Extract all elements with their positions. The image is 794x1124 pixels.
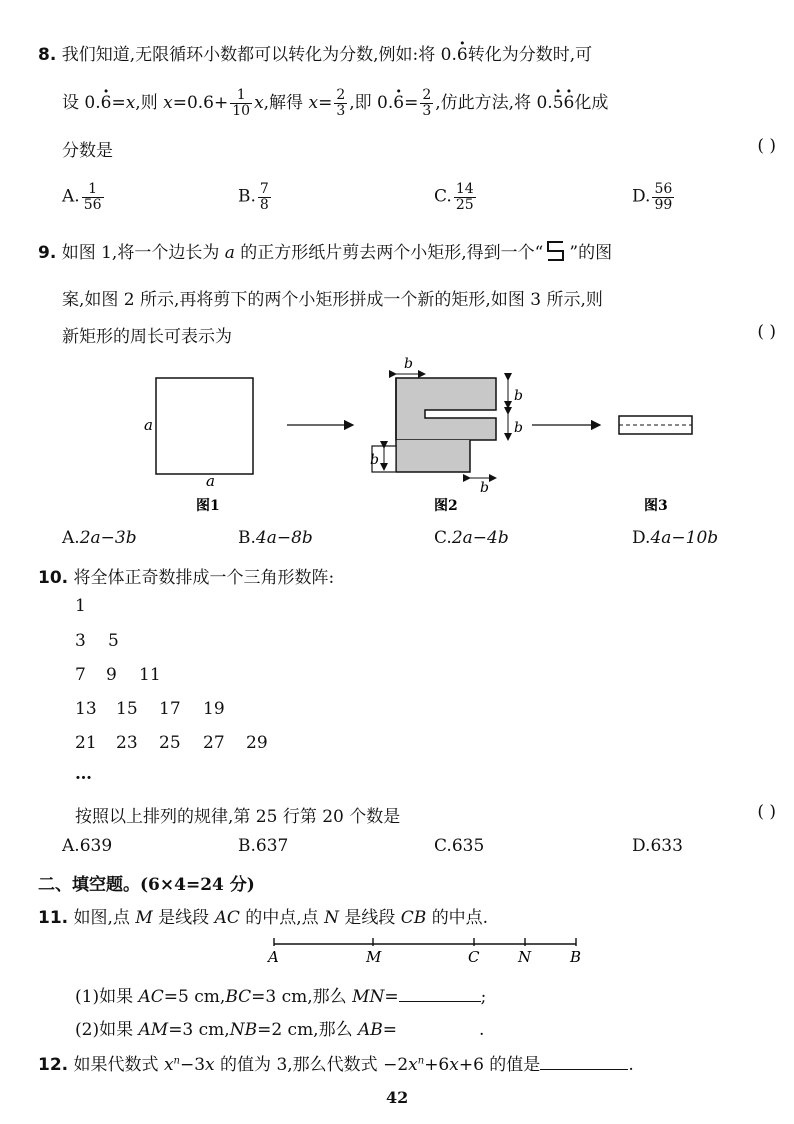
point-m-label: M [366, 948, 382, 966]
label-b-left: b [370, 452, 379, 468]
label-b-bottom: b [480, 480, 489, 496]
label-a-side: a [144, 416, 153, 434]
q11-line1: 11. 如图,点 M 是线段 AC 的中点,点 N 是线段 CB 的中点. [38, 908, 489, 928]
q10-row-3: 7 9 11 [75, 665, 161, 685]
q8-option-d: D. $\frac{56}{99}$ [632, 181, 673, 213]
q8-option-a: A. $\frac{1}{56}$ [62, 181, 102, 213]
s-shape-icon [543, 239, 569, 263]
answer-blank-q12[interactable] [540, 1055, 628, 1070]
q10-row-1: 1 [75, 596, 86, 616]
q11-number: 11. [38, 908, 69, 928]
figure-3-rectangle [619, 416, 692, 434]
answer-blank-mn[interactable] [399, 987, 481, 1002]
section-2-title: 二、填空题。(6×4=24 分) [38, 875, 255, 895]
q9-line3: 新矩形的周长可表示为 ( ) [62, 322, 776, 347]
q10-option-a: A.639 [62, 836, 113, 856]
q10-options [62, 836, 776, 858]
label-b-right1: b [514, 388, 523, 404]
fig1-caption: 图1 [196, 498, 220, 514]
q9-number: 9. [38, 243, 57, 263]
point-a-label: A [268, 948, 279, 966]
q9-figures [130, 352, 730, 517]
answer-blank-ab[interactable] [397, 1021, 479, 1035]
q11-sub1: (1)如果 AC=5 cm,BC=3 cm,那么 MN= ; [75, 987, 487, 1007]
q8-line3: 分数是 ( ) [62, 136, 776, 161]
q8-option-b: B. $\frac{7}{8}$ [238, 181, 269, 213]
q10-number: 10. [38, 568, 69, 588]
q8-option-c: C. $\frac{14}{25}$ [434, 181, 474, 213]
q9-option-a: A.2a−3b [62, 528, 137, 548]
answer-paren: ( ) [757, 322, 776, 342]
q10-line1: 10. 将全体正奇数排成一个三角形数阵: [38, 568, 335, 588]
fraction-1-10: $\frac{1}{10}$ [232, 87, 251, 119]
q9-line1: 9. 如图 1,将一个边长为 a 的正方形纸片剪去两个小矩形,得到一个“ ”的图 [38, 238, 612, 263]
q9-option-b: B.4a−8b [238, 528, 313, 548]
q8-line2: 设 0.6 ·=x,则 x=0.6+ $\frac{1}{10}$ x,解得 x= $\frac{2}{3}$ ,即 0.6 ·= $\frac{2}{3}$ ,仿此方法,将 0.5 ·6 ·化成 [62, 88, 608, 119]
page-number: 42 [386, 1088, 409, 1107]
answer-paren: ( ) [757, 802, 776, 822]
q12-line: 12. 如果代数式 $x^n-3x$ 的值为 3,那么代数式 $-2x^n+6x+6$ 的值是 . [38, 1055, 634, 1075]
point-n-label: N [518, 948, 532, 966]
label-a-bottom: a [206, 472, 215, 490]
q8-line1: 8. 我们知道,无限循环小数都可以转化为分数,例如:将 0.6 ·转化为分数时,可 [38, 40, 592, 65]
fig2-caption: 图2 [434, 498, 458, 514]
fig3-caption: 图3 [644, 498, 668, 514]
q10-row-2: 3 5 [75, 631, 119, 651]
q11-sub2: (2)如果 AM=3 cm,NB=2 cm,那么 AB= . [75, 1020, 485, 1040]
q10-option-b: B.637 [238, 836, 289, 856]
q8-number: 8. [38, 45, 57, 65]
point-c-label: C [468, 948, 480, 966]
point-b-label: B [570, 948, 582, 966]
figure-2-shape [370, 356, 523, 496]
q10-option-c: C.635 [434, 836, 485, 856]
q8-options [62, 172, 776, 214]
q10-ellipsis: … [75, 764, 92, 784]
q9-line2: 案,如图 2 所示,再将剪下的两个小矩形拼成一个新的矩形,如图 3 所示,则 [62, 290, 603, 310]
q11-segment-diagram [262, 932, 592, 966]
q10-question: 按照以上排列的规律,第 25 行第 20 个数是 ( ) [75, 802, 776, 827]
fraction-2-3-b: $\frac{2}{3}$ [422, 87, 432, 119]
answer-paren: ( ) [757, 136, 776, 156]
figure-1-square [144, 378, 253, 490]
q9-option-d: D.4a−10b [632, 528, 719, 548]
fraction-2-3: $\frac{2}{3}$ [336, 87, 346, 119]
label-b-top: b [404, 356, 413, 372]
q10-row-4: 13 15 17 19 [75, 699, 225, 719]
q9-options [62, 528, 776, 550]
q10-option-d: D.633 [632, 836, 683, 856]
label-b-right2: b [514, 420, 523, 436]
q9-option-c: C.2a−4b [434, 528, 509, 548]
q12-number: 12. [38, 1055, 69, 1075]
q10-row-5: 21 23 25 27 29 [75, 733, 268, 753]
